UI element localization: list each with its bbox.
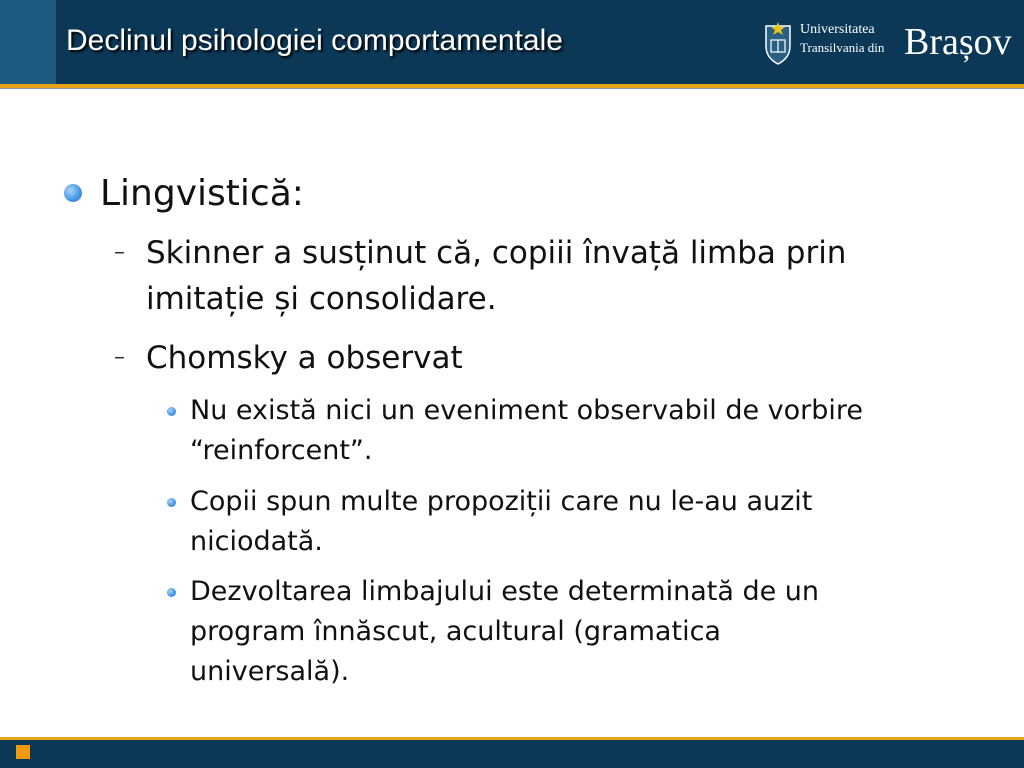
point-3-line2: program înnăscut, acultural (gramatica xyxy=(190,616,721,647)
point-1-line2: “reinforcent”. xyxy=(190,435,373,466)
logo-city-name: Brașov xyxy=(904,21,1012,63)
bullet-level1-icon xyxy=(64,184,82,202)
bullet-level3-icon-2 xyxy=(167,498,176,507)
sub-bullet-2-text: Chomsky a observat xyxy=(146,340,463,376)
logo-text-line1: Universitatea xyxy=(800,22,875,37)
sub-bullet-1-line1: Skinner a susținut că, copiii învață limba prin xyxy=(146,235,847,271)
dash-bullet-1: – xyxy=(114,240,125,265)
point-1-line1: Nu există nici un eveniment observabil de vorbire xyxy=(190,395,864,426)
sub-bullet-1-line2: imitație și consolidare. xyxy=(146,281,497,317)
logo-text-line2: Transilvania din xyxy=(800,40,885,55)
slide-footer xyxy=(0,740,1024,768)
bullet-level1-text: Lingvistică: xyxy=(100,173,304,214)
point-3-line1: Dezvoltarea limbajului este determinată de un xyxy=(190,576,820,607)
point-2-line1: Copii spun multe propoziții care nu le-au auzit xyxy=(190,486,813,517)
slide-title: Declinul psihologiei comportamentale xyxy=(66,24,563,57)
point-2-line2: niciodată. xyxy=(190,526,323,557)
footer-square-icon xyxy=(16,745,30,759)
dash-bullet-2: – xyxy=(114,345,125,370)
point-3-line3: universală). xyxy=(190,656,350,687)
bullet-level3-icon-1 xyxy=(167,407,176,416)
bullet-level3-icon-3 xyxy=(167,588,176,597)
